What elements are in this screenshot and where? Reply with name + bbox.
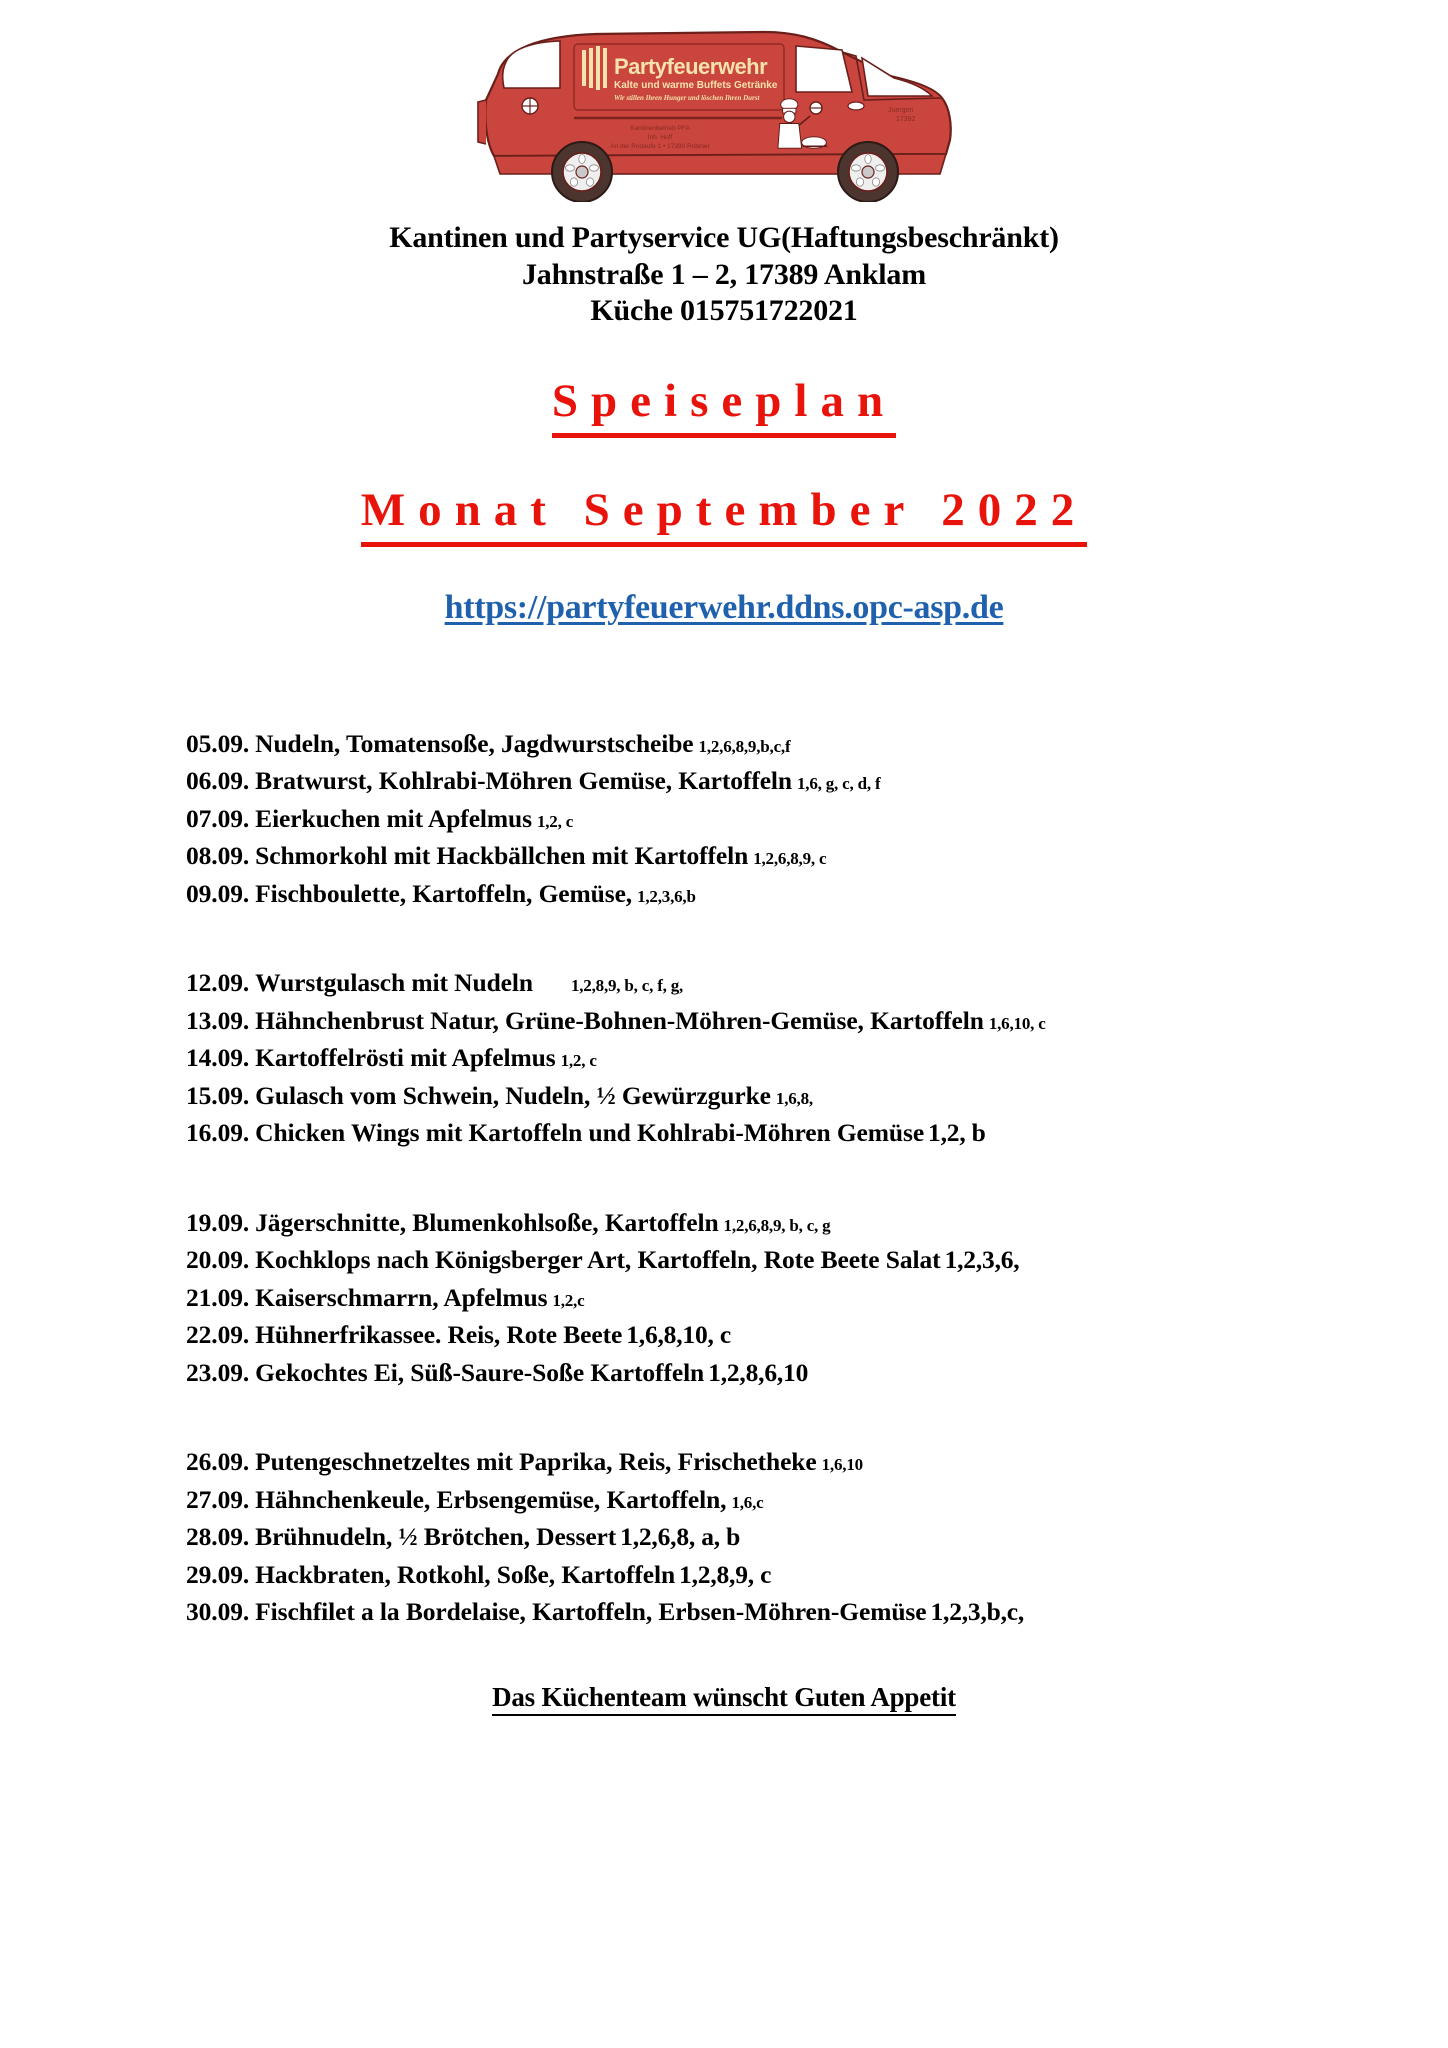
menu-entry-allergen-codes: 1,2,3,b,c, <box>930 1596 1025 1626</box>
menu-entry <box>186 725 1448 762</box>
menu-entry-dish: Brühnudeln, ½ Brötchen, Dessert <box>255 1522 617 1552</box>
menu-entry-dish: Eierkuchen mit Apfelmus <box>255 803 532 833</box>
svg-text:Kantinenbetrieb PFA: Kantinenbetrieb PFA <box>630 125 690 132</box>
menu-entry-dish: Hähnchenbrust Natur, Grüne-Bohnen-Möhren-Gemüse, Kartoffeln <box>255 1005 984 1035</box>
menu-entry-dish: Gekochtes Ei, Süß-Saure-Soße Kartoffeln <box>255 1357 705 1387</box>
menu-entry-date: 07.09. <box>186 803 250 833</box>
company-address: Jahnstraße 1 – 2, 17389 Anklam <box>521 257 927 291</box>
menu-entry-allergen-codes: 1,6, g, c, d, f <box>797 774 881 794</box>
menu-entry-dish: Kaiserschmarrn, Apfelmus <box>255 1282 548 1312</box>
logo-banner <box>0 0 1448 202</box>
menu-entry <box>186 1077 1448 1114</box>
menu-entry-date: 12.09. <box>186 968 250 998</box>
menu-entry-dish: Fischboulette, Kartoffeln, Gemüse, <box>255 878 633 908</box>
menu-week <box>186 725 1448 912</box>
menu-entry-dish: Jägerschnitte, Blumenkohlsoße, Kartoffeln <box>255 1207 719 1237</box>
page-title <box>0 374 1448 438</box>
menu-entry <box>186 1354 1448 1391</box>
menu-entry-dish: Schmorkohl mit Hackbällchen mit Kartoffeln <box>255 841 749 871</box>
menu-list <box>0 725 1448 1631</box>
svg-text:Wir stillen Ihren Hunger und l: Wir stillen Ihren Hunger und löschen Ihren Durst <box>614 94 760 102</box>
menu-entry-dish: Chicken Wings mit Kartoffeln und Kohlrabi-Möhren Gemüse <box>255 1118 925 1148</box>
menu-entry-date: 15.09. <box>186 1080 250 1110</box>
menu-entry-dish: Hühnerfrikassee. Reis, Rote Beete <box>255 1320 623 1350</box>
menu-week <box>186 964 1448 1151</box>
svg-text:17392: 17392 <box>896 116 916 123</box>
menu-entry <box>186 1114 1448 1151</box>
menu-entry-dish: Bratwurst, Kohlrabi-Möhren Gemüse, Kartoffeln <box>255 766 792 796</box>
menu-entry <box>186 875 1448 912</box>
footer-text: Das Küchenteam wünscht Guten Appetit <box>492 1682 956 1716</box>
menu-entry-allergen-codes: 1,6,10 <box>821 1455 863 1475</box>
menu-entry-dish: Putengeschnetzeltes mit Paprika, Reis, Frischetheke <box>255 1447 817 1477</box>
menu-entry <box>186 1518 1448 1555</box>
company-phone: Küche 015751722021 <box>590 294 858 328</box>
company-header <box>0 220 1448 330</box>
menu-entry <box>186 1316 1448 1353</box>
menu-entry <box>186 762 1448 799</box>
svg-text:Inh. Hoff: Inh. Hoff <box>647 134 673 141</box>
menu-entry-allergen-codes: 1,2,8,6,10 <box>708 1357 809 1387</box>
menu-entry-date: 29.09. <box>186 1559 250 1589</box>
menu-entry-dish: Wurstgulasch mit Nudeln <box>255 968 533 998</box>
menu-week <box>186 1443 1448 1630</box>
menu-entry-date: 19.09. <box>186 1207 250 1237</box>
menu-entry-allergen-codes: 1,2, c <box>560 1051 597 1071</box>
menu-entry-date: 06.09. <box>186 766 250 796</box>
menu-entry-allergen-codes: 1,2,6,8, a, b <box>620 1522 741 1552</box>
company-name: Kantinen und Partyservice UG(Haftungsbeschränkt) <box>389 221 1059 254</box>
menu-entry-date: 28.09. <box>186 1522 250 1552</box>
menu-entry-dish: Kochklops nach Königsberger Art, Kartoffeln, Rote Beete Salat <box>255 1245 941 1275</box>
website-link-row <box>0 589 1448 627</box>
menu-entry-allergen-codes: 1,2,6,8,9, b, c, g <box>723 1215 831 1235</box>
menu-entry-date: 09.09. <box>186 878 250 908</box>
van-illustration <box>464 22 984 202</box>
menu-entry-dish: Gulasch vom Schwein, Nudeln, ½ Gewürzgurke <box>255 1080 771 1110</box>
footer-note <box>0 1682 1448 1713</box>
menu-entry-date: 23.09. <box>186 1357 250 1387</box>
menu-entry-date: 30.09. <box>186 1596 250 1626</box>
menu-entry-allergen-codes: 1,2, c <box>536 811 574 831</box>
menu-entry-allergen-codes: 1,2,6,8,9,b,c,f <box>698 736 791 756</box>
menu-entry <box>186 1279 1448 1316</box>
menu-entry <box>186 1002 1448 1039</box>
menu-entry-dish: Fischfilet a la Bordelaise, Kartoffeln, Erbsen-Möhren-Gemüse <box>255 1596 927 1626</box>
svg-text:An der Rodaufe 1 • 17390 Robin: An der Rodaufe 1 • 17390 Robiner <box>610 143 710 150</box>
menu-week <box>186 1204 1448 1391</box>
menu-entry-allergen-codes: 1,6,8,10, c <box>626 1320 731 1350</box>
menu-entry-allergen-codes: 1,2,8,9, b, c, f, g, <box>570 976 684 996</box>
svg-text:Juergen: Juergen <box>888 107 914 114</box>
website-link[interactable]: https://partyfeuerwehr.ddns.opc-asp.de <box>444 588 1004 626</box>
menu-entry-dish: Kartoffelrösti mit Apfelmus <box>255 1043 556 1073</box>
menu-entry <box>186 1556 1448 1593</box>
svg-text:Partyfeuerwehr: Partyfeuerwehr <box>614 54 768 79</box>
menu-entry-allergen-codes: 1,6,c <box>731 1492 764 1512</box>
menu-entry <box>186 800 1448 837</box>
menu-entry <box>186 1443 1448 1480</box>
menu-entry-allergen-codes: 1,6,10, c <box>988 1013 1046 1033</box>
menu-entry-dish: Hackbraten, Rotkohl, Soße, Kartoffeln <box>255 1559 676 1589</box>
menu-entry <box>186 1204 1448 1241</box>
menu-entry-dish: Nudeln, Tomatensoße, Jagdwurstscheibe <box>255 728 694 758</box>
menu-entry-allergen-codes: 1,2, b <box>928 1118 986 1148</box>
menu-entry <box>186 1481 1448 1518</box>
month-title <box>0 483 1448 547</box>
menu-entry-date: 13.09. <box>186 1005 250 1035</box>
menu-entry <box>186 1039 1448 1076</box>
menu-entry-allergen-codes: 1,2,3,6,b <box>637 886 696 906</box>
menu-entry-date: 21.09. <box>186 1282 250 1312</box>
menu-entry-date: 22.09. <box>186 1320 250 1350</box>
menu-entry-date: 16.09. <box>186 1118 250 1148</box>
month-title-text: Monat September 2022 <box>361 483 1087 547</box>
menu-entry <box>186 1593 1448 1630</box>
menu-entry-allergen-codes: 1,2,3,6, <box>944 1245 1020 1275</box>
van-graphic <box>464 22 984 202</box>
svg-text:Kalte und warme Buffets Geträ: Kalte und warme Buffets Getränke <box>614 80 778 91</box>
menu-entry-date: 05.09. <box>186 728 250 758</box>
page-title-text: Speiseplan <box>552 374 896 438</box>
menu-entry-date: 27.09. <box>186 1484 250 1514</box>
menu-entry-allergen-codes: 1,6,8, <box>775 1088 813 1108</box>
menu-entry-allergen-codes: 1,2,8,9, c <box>679 1559 772 1589</box>
menu-entry-date: 08.09. <box>186 841 250 871</box>
menu-entry-allergen-codes: 1,2,c <box>552 1290 585 1310</box>
menu-entry <box>186 837 1448 874</box>
menu-entry <box>186 1241 1448 1278</box>
menu-entry-date: 20.09. <box>186 1245 250 1275</box>
menu-entry-date: 26.09. <box>186 1447 250 1477</box>
menu-entry-date: 14.09. <box>186 1043 250 1073</box>
menu-entry-dish: Hähnchenkeule, Erbsengemüse, Kartoffeln, <box>255 1484 727 1514</box>
menu-entry-allergen-codes: 1,2,6,8,9, c <box>753 849 827 869</box>
menu-entry <box>186 964 1448 1001</box>
